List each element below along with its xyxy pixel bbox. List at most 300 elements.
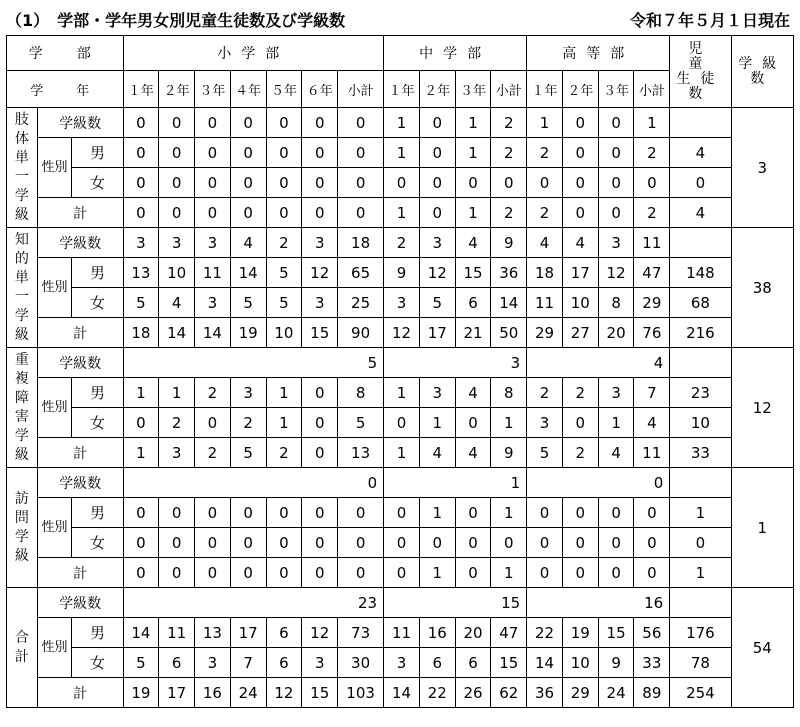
grade-col-header: ３年: [455, 71, 491, 108]
female-cell: 0: [562, 168, 598, 198]
female-label: 女: [72, 648, 123, 678]
class-count-label: 学級数: [37, 468, 123, 498]
female-cell: 0: [455, 408, 491, 438]
section-class-count: 12: [731, 348, 793, 468]
students-header: 児 童 生徒数: [670, 36, 731, 108]
male-cell: 15: [598, 618, 634, 648]
female-cell: 0: [562, 408, 598, 438]
class-count-cell: 4: [562, 228, 598, 258]
total-cell: 2: [562, 438, 598, 468]
total-cell: 1: [123, 438, 159, 468]
class-count-cell: 0: [195, 108, 231, 138]
male-cell: 0: [123, 498, 159, 528]
female-cell: 0: [123, 528, 159, 558]
male-cell: 0: [266, 138, 302, 168]
male-cell: 11: [384, 618, 420, 648]
total-row: [7, 198, 794, 228]
female-cell: 5: [338, 408, 384, 438]
female-cell: 6: [159, 648, 195, 678]
class-count-cell: 0: [159, 108, 195, 138]
male-cell: 1: [670, 498, 731, 528]
section-name: 合計: [7, 588, 38, 708]
total-cell: 0: [230, 558, 266, 588]
class-count-label: 学級数: [37, 108, 123, 138]
male-cell: 56: [634, 618, 670, 648]
total-cell: 89: [634, 678, 670, 708]
total-cell: 0: [195, 558, 231, 588]
total-cell: 33: [670, 438, 731, 468]
total-cell: 29: [562, 678, 598, 708]
total-cell: 2: [634, 198, 670, 228]
class-count-cell: 18: [338, 228, 384, 258]
grade-col-header: ２年: [159, 71, 195, 108]
female-cell: 0: [562, 528, 598, 558]
female-cell: 0: [338, 528, 384, 558]
male-row: [7, 138, 794, 168]
male-cell: 1: [419, 498, 455, 528]
male-cell: 2: [527, 138, 563, 168]
male-cell: 12: [598, 258, 634, 288]
empty-cell: [670, 348, 731, 378]
female-cell: 0: [670, 528, 731, 558]
total-cell: 10: [266, 318, 302, 348]
total-cell: 4: [419, 438, 455, 468]
female-cell: 0: [634, 528, 670, 558]
class-count-cell: 0: [230, 108, 266, 138]
male-cell: 22: [527, 618, 563, 648]
grade-col-header: １年: [123, 71, 159, 108]
male-cell: 1: [455, 138, 491, 168]
grade-col-header: 小計: [491, 71, 527, 108]
total-cell: 19: [230, 318, 266, 348]
female-cell: 3: [302, 288, 338, 318]
total-cell: 0: [598, 558, 634, 588]
female-cell: 30: [338, 648, 384, 678]
male-cell: 7: [634, 378, 670, 408]
male-row: [7, 498, 794, 528]
female-cell: 3: [384, 288, 420, 318]
total-cell: 0: [419, 198, 455, 228]
total-cell: 17: [419, 318, 455, 348]
total-cell: 0: [384, 558, 420, 588]
male-cell: 2: [491, 138, 527, 168]
high-header: 高等部: [527, 36, 670, 71]
high-class-total: 0: [527, 468, 670, 498]
dept-header: 学 部: [7, 36, 124, 71]
male-cell: 3: [230, 378, 266, 408]
total-cell: 0: [562, 198, 598, 228]
class-count-cell: 0: [419, 108, 455, 138]
grade-col-header: ５年: [266, 71, 302, 108]
female-cell: 8: [598, 288, 634, 318]
total-cell: 21: [455, 318, 491, 348]
elementary-class-total: 23: [123, 588, 384, 618]
female-row: [7, 288, 794, 318]
total-cell: 2: [266, 438, 302, 468]
male-cell: 0: [634, 498, 670, 528]
empty-cell: [670, 468, 731, 498]
female-label: 女: [72, 168, 123, 198]
female-row: [7, 168, 794, 198]
grade-header: 学 年: [7, 71, 124, 108]
male-cell: 0: [338, 138, 384, 168]
total-row: [7, 318, 794, 348]
male-cell: 1: [159, 378, 195, 408]
male-cell: 0: [302, 138, 338, 168]
total-cell: 0: [123, 198, 159, 228]
female-cell: 3: [195, 288, 231, 318]
total-cell: 1: [491, 558, 527, 588]
total-cell: 2: [527, 198, 563, 228]
male-cell: 0: [338, 498, 384, 528]
male-cell: 2: [634, 138, 670, 168]
total-cell: 4: [455, 438, 491, 468]
class-count-cell: 2: [491, 108, 527, 138]
female-cell: 1: [598, 408, 634, 438]
junior-class-total: 15: [384, 588, 527, 618]
section-name: 訪問学級: [7, 468, 38, 588]
class-count-cell: 0: [338, 108, 384, 138]
grade-col-header: 小計: [338, 71, 384, 108]
female-cell: 0: [195, 528, 231, 558]
grade-col-header: ６年: [302, 71, 338, 108]
male-cell: 2: [527, 378, 563, 408]
female-cell: 0: [491, 168, 527, 198]
female-cell: 5: [266, 288, 302, 318]
total-cell: 15: [302, 678, 338, 708]
female-cell: 0: [419, 528, 455, 558]
total-cell: 15: [302, 318, 338, 348]
female-cell: 2: [159, 408, 195, 438]
total-cell: 0: [302, 558, 338, 588]
class-count-cell: 0: [266, 108, 302, 138]
as-of-date: 令和７年５月１日現在: [629, 11, 790, 30]
female-cell: 9: [598, 648, 634, 678]
total-cell: 0: [266, 198, 302, 228]
grade-col-header: ３年: [598, 71, 634, 108]
female-cell: 6: [455, 648, 491, 678]
table-title: （1） 学部・学年男女別児童生徒数及び学級数: [6, 11, 346, 30]
header-row-dept: [7, 36, 794, 71]
female-cell: 15: [491, 648, 527, 678]
female-cell: 0: [384, 408, 420, 438]
female-cell: 10: [562, 648, 598, 678]
male-cell: 5: [266, 258, 302, 288]
total-cell: 0: [123, 558, 159, 588]
total-cell: 50: [491, 318, 527, 348]
male-cell: 10: [159, 258, 195, 288]
female-cell: 78: [670, 648, 731, 678]
female-cell: 33: [634, 648, 670, 678]
total-label: 計: [37, 678, 123, 708]
male-label: 男: [72, 618, 123, 648]
class-count-row: [7, 348, 794, 378]
male-cell: 23: [670, 378, 731, 408]
classes-header: 学級数: [731, 36, 793, 108]
class-count-cell: 1: [527, 108, 563, 138]
section-class-count: 3: [731, 108, 793, 228]
class-count-cell: 3: [302, 228, 338, 258]
male-cell: 18: [527, 258, 563, 288]
total-cell: 76: [634, 318, 670, 348]
total-cell: 29: [527, 318, 563, 348]
female-cell: 25: [338, 288, 384, 318]
male-cell: 148: [670, 258, 731, 288]
female-cell: 3: [302, 648, 338, 678]
female-cell: 0: [195, 168, 231, 198]
female-cell: 29: [634, 288, 670, 318]
male-cell: 17: [230, 618, 266, 648]
grade-col-header: ３年: [195, 71, 231, 108]
class-count-label: 学級数: [37, 348, 123, 378]
total-cell: 0: [230, 198, 266, 228]
male-cell: 8: [338, 378, 384, 408]
male-cell: 0: [455, 498, 491, 528]
class-count-cell: 1: [384, 108, 420, 138]
female-cell: 5: [123, 648, 159, 678]
female-cell: 2: [230, 408, 266, 438]
total-cell: 0: [527, 558, 563, 588]
class-count-cell: 4: [527, 228, 563, 258]
grade-col-header: １年: [527, 71, 563, 108]
female-cell: 0: [491, 528, 527, 558]
total-cell: 13: [338, 438, 384, 468]
female-cell: 5: [419, 288, 455, 318]
female-cell: 6: [266, 648, 302, 678]
female-row: [7, 528, 794, 558]
female-cell: 3: [195, 648, 231, 678]
section-class-count: 38: [731, 228, 793, 348]
total-cell: 0: [634, 558, 670, 588]
total-cell: 4: [598, 438, 634, 468]
empty-cell: [670, 228, 731, 258]
male-label: 男: [72, 258, 123, 288]
female-cell: 0: [302, 168, 338, 198]
total-cell: 0: [302, 198, 338, 228]
female-cell: 7: [230, 648, 266, 678]
sex-label: 性別: [37, 258, 72, 318]
female-cell: 6: [419, 648, 455, 678]
male-cell: 0: [159, 498, 195, 528]
total-cell: 3: [159, 438, 195, 468]
female-cell: 4: [159, 288, 195, 318]
female-row: [7, 408, 794, 438]
female-cell: 10: [670, 408, 731, 438]
female-cell: 0: [159, 168, 195, 198]
female-cell: 3: [527, 408, 563, 438]
male-cell: 3: [598, 378, 634, 408]
sex-label: 性別: [37, 618, 72, 678]
male-cell: 0: [302, 498, 338, 528]
total-cell: 0: [338, 198, 384, 228]
female-cell: 3: [384, 648, 420, 678]
total-cell: 62: [491, 678, 527, 708]
female-cell: 0: [302, 528, 338, 558]
female-row: [7, 648, 794, 678]
male-cell: 3: [419, 378, 455, 408]
high-class-total: 16: [527, 588, 670, 618]
male-cell: 17: [562, 258, 598, 288]
female-cell: 5: [230, 288, 266, 318]
grade-col-header: 小計: [634, 71, 670, 108]
female-cell: 0: [338, 168, 384, 198]
male-cell: 2: [562, 378, 598, 408]
total-cell: 1: [670, 558, 731, 588]
female-cell: 10: [562, 288, 598, 318]
female-cell: 1: [266, 408, 302, 438]
class-count-cell: 1: [455, 108, 491, 138]
high-class-total: 4: [527, 348, 670, 378]
female-cell: 0: [384, 168, 420, 198]
male-cell: 14: [230, 258, 266, 288]
female-cell: 1: [491, 408, 527, 438]
total-cell: 0: [159, 558, 195, 588]
male-cell: 0: [230, 138, 266, 168]
male-cell: 0: [266, 498, 302, 528]
class-count-cell: 0: [123, 108, 159, 138]
total-cell: 0: [302, 438, 338, 468]
total-cell: 1: [384, 198, 420, 228]
female-cell: 0: [230, 528, 266, 558]
total-cell: 0: [455, 558, 491, 588]
male-cell: 0: [384, 498, 420, 528]
male-cell: 73: [338, 618, 384, 648]
male-cell: 1: [384, 138, 420, 168]
class-count-cell: 2: [384, 228, 420, 258]
class-count-cell: 9: [491, 228, 527, 258]
total-cell: 27: [562, 318, 598, 348]
female-cell: 0: [123, 408, 159, 438]
male-label: 男: [72, 378, 123, 408]
male-cell: 0: [562, 498, 598, 528]
male-cell: 6: [266, 618, 302, 648]
male-cell: 176: [670, 618, 731, 648]
total-label: 計: [37, 318, 123, 348]
female-cell: 14: [491, 288, 527, 318]
elementary-class-total: 5: [123, 348, 384, 378]
female-label: 女: [72, 288, 123, 318]
male-cell: 8: [491, 378, 527, 408]
female-label: 女: [72, 408, 123, 438]
male-cell: 0: [562, 138, 598, 168]
male-cell: 65: [338, 258, 384, 288]
male-cell: 0: [302, 378, 338, 408]
male-cell: 15: [455, 258, 491, 288]
class-count-cell: 2: [266, 228, 302, 258]
female-cell: 0: [123, 168, 159, 198]
female-cell: 14: [527, 648, 563, 678]
female-cell: 0: [670, 168, 731, 198]
female-cell: 0: [455, 168, 491, 198]
male-cell: 11: [159, 618, 195, 648]
empty-cell: [670, 108, 731, 138]
class-count-label: 学級数: [37, 588, 123, 618]
total-cell: 5: [527, 438, 563, 468]
male-cell: 0: [598, 138, 634, 168]
total-cell: 20: [598, 318, 634, 348]
total-cell: 216: [670, 318, 731, 348]
male-cell: 4: [455, 378, 491, 408]
total-cell: 0: [266, 558, 302, 588]
class-count-row: [7, 228, 794, 258]
total-cell: 90: [338, 318, 384, 348]
male-cell: 16: [419, 618, 455, 648]
total-cell: 12: [266, 678, 302, 708]
female-cell: 6: [455, 288, 491, 318]
female-cell: 0: [598, 168, 634, 198]
total-row: [7, 558, 794, 588]
class-count-cell: 4: [455, 228, 491, 258]
male-cell: 1: [384, 378, 420, 408]
elementary-class-total: 0: [123, 468, 384, 498]
class-count-cell: 3: [195, 228, 231, 258]
male-cell: 0: [419, 138, 455, 168]
male-cell: 0: [123, 138, 159, 168]
empty-cell: [670, 588, 731, 618]
class-count-cell: 0: [562, 108, 598, 138]
total-cell: 24: [598, 678, 634, 708]
class-count-cell: 3: [598, 228, 634, 258]
female-cell: 0: [527, 168, 563, 198]
male-cell: 9: [384, 258, 420, 288]
male-cell: 1: [266, 378, 302, 408]
total-cell: 9: [491, 438, 527, 468]
male-cell: 4: [670, 138, 731, 168]
male-cell: 12: [419, 258, 455, 288]
class-count-row: [7, 468, 794, 498]
male-cell: 14: [123, 618, 159, 648]
female-cell: 0: [527, 528, 563, 558]
female-cell: 0: [266, 168, 302, 198]
total-label: 計: [37, 438, 123, 468]
grade-col-header: ２年: [562, 71, 598, 108]
male-cell: 12: [302, 258, 338, 288]
total-cell: 36: [527, 678, 563, 708]
male-label: 男: [72, 498, 123, 528]
total-label: 計: [37, 198, 123, 228]
table-body: [7, 36, 794, 708]
grade-col-header: １年: [384, 71, 420, 108]
class-count-cell: 0: [302, 108, 338, 138]
total-cell: 0: [598, 198, 634, 228]
male-cell: 2: [195, 378, 231, 408]
class-count-row: [7, 588, 794, 618]
total-cell: 103: [338, 678, 384, 708]
male-row: [7, 258, 794, 288]
total-cell: 14: [384, 678, 420, 708]
male-cell: 11: [195, 258, 231, 288]
female-cell: 5: [123, 288, 159, 318]
male-row: [7, 618, 794, 648]
total-cell: 26: [455, 678, 491, 708]
female-cell: 0: [455, 528, 491, 558]
class-count-cell: 11: [634, 228, 670, 258]
junior-header: 中学部: [384, 36, 527, 71]
section-class-count: 1: [731, 468, 793, 588]
sex-label: 性別: [37, 498, 72, 558]
enrollment-table: [6, 35, 794, 708]
female-cell: 0: [598, 528, 634, 558]
female-cell: 0: [302, 408, 338, 438]
class-count-cell: 0: [598, 108, 634, 138]
total-cell: 14: [159, 318, 195, 348]
section-name: 知的単一学級: [7, 228, 38, 348]
elementary-header: 小学部: [123, 36, 384, 71]
male-cell: 13: [195, 618, 231, 648]
junior-class-total: 3: [384, 348, 527, 378]
total-cell: 19: [123, 678, 159, 708]
male-cell: 36: [491, 258, 527, 288]
